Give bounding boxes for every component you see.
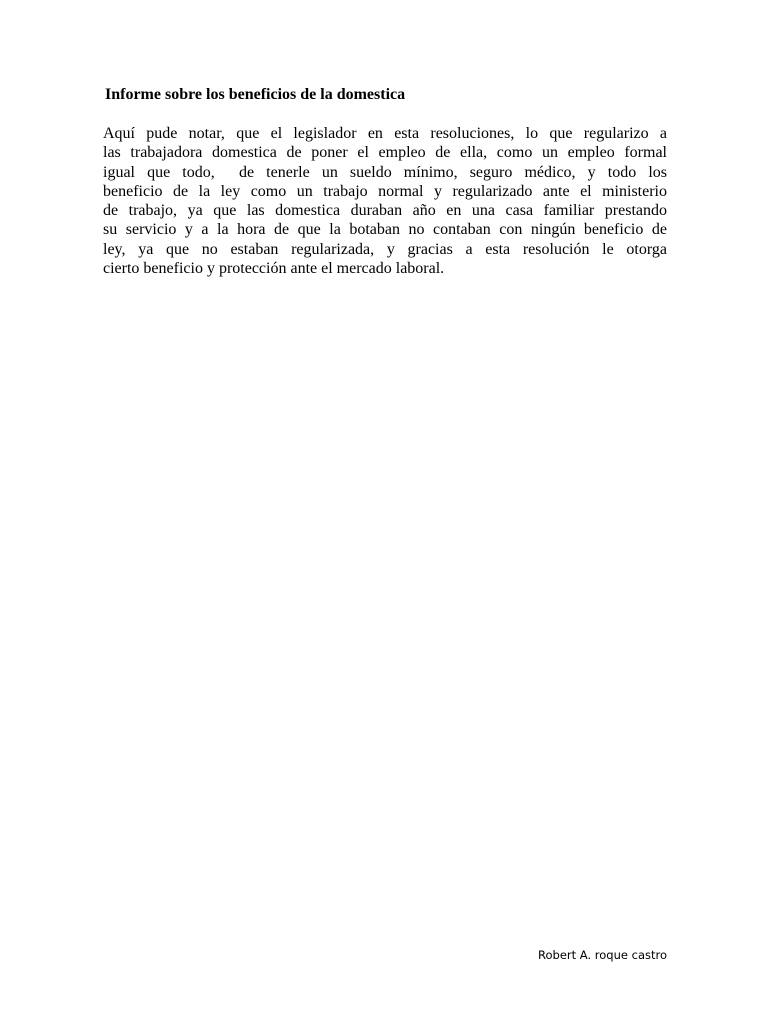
body-line: su servicio y a la hora de que la botaban no contaban con ningún beneficio de bbox=[103, 221, 667, 239]
body-line: ley, ya que no estaban regularizada, y gracias a esta resolución le otorga bbox=[103, 240, 667, 258]
author-name: Robert A. roque castro bbox=[538, 948, 667, 962]
body-line: de trabajo, ya que las domestica duraban año en una casa familiar prestando bbox=[103, 202, 667, 220]
body-paragraph bbox=[103, 124, 667, 278]
body-line: igual que todo, de tenerle un sueldo mínimo, seguro médico, y todo los bbox=[103, 163, 667, 181]
body-line: las trabajadora domestica de poner el empleo de ella, como un empleo formal bbox=[103, 144, 667, 162]
document-title: Informe sobre los beneficios de la domestica bbox=[105, 86, 406, 103]
body-line: cierto beneficio y protección ante el mercado laboral. bbox=[103, 260, 445, 278]
body-line: beneficio de la ley como un trabajo normal y regularizado ante el ministerio bbox=[103, 182, 667, 200]
body-line: Aquí pude notar, que el legislador en esta resoluciones, lo que regularizo a bbox=[103, 125, 667, 142]
